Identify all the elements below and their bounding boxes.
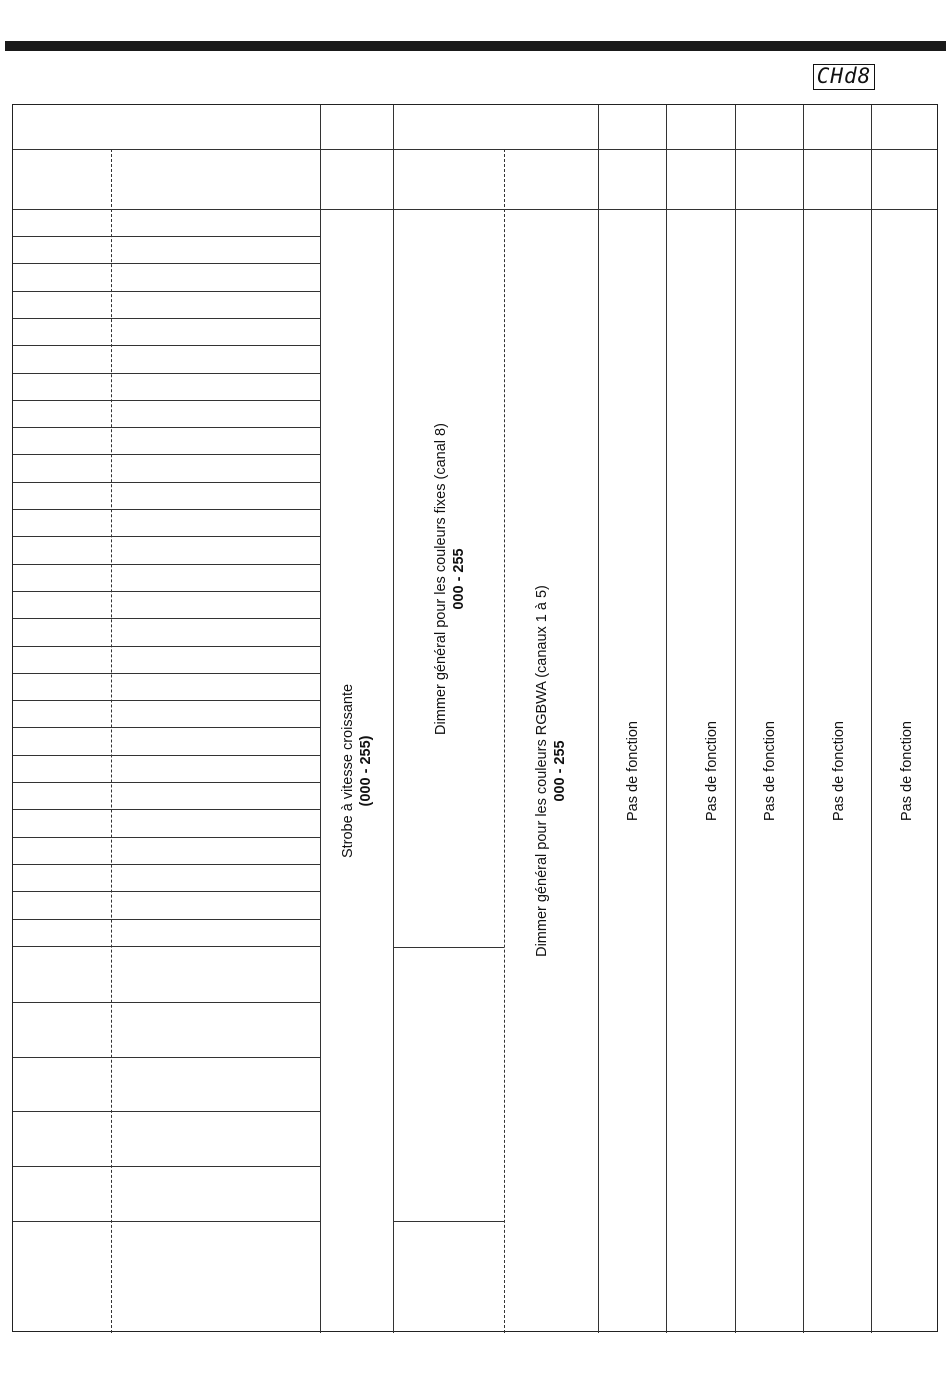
dimmer-rgbwa-range: 000 - 255 bbox=[552, 740, 568, 802]
column-divider bbox=[320, 105, 321, 1333]
no-function-cell: Pas de fonction bbox=[899, 721, 915, 821]
row-line bbox=[13, 809, 320, 810]
strobe-text: Strobe à vitesse croissante bbox=[340, 683, 356, 859]
row-line bbox=[13, 891, 320, 892]
row-line bbox=[13, 536, 320, 537]
dimmer-rgbwa-text: Dimmer général pour les couleurs RGBWA (canaux 1 à 5) bbox=[534, 585, 550, 957]
row-line bbox=[13, 591, 320, 592]
row-line bbox=[13, 864, 320, 865]
dimmer-fixed-cell bbox=[432, 423, 468, 735]
row-line bbox=[13, 1166, 320, 1167]
dimmer-fixed-text: Dimmer général pour les couleurs fixes (canal 8) bbox=[433, 423, 449, 735]
no-function-cell: Pas de fonction bbox=[831, 721, 847, 821]
strobe-cell bbox=[339, 684, 375, 858]
row-line bbox=[13, 700, 320, 701]
column-divider bbox=[735, 105, 736, 1333]
row-line bbox=[13, 1057, 320, 1058]
column-divider bbox=[871, 105, 872, 1333]
row-line bbox=[13, 454, 320, 455]
column-divider bbox=[598, 105, 599, 1333]
row-line bbox=[13, 564, 320, 565]
no-function-cell: Pas de fonction bbox=[762, 721, 778, 821]
lcd-display-indicator: CHd8 bbox=[813, 64, 875, 90]
row-line bbox=[13, 236, 320, 237]
segment-line bbox=[393, 1221, 504, 1222]
dashed-divider bbox=[111, 149, 112, 1333]
no-function-cell: Pas de fonction bbox=[625, 721, 641, 821]
row-line bbox=[13, 1111, 320, 1112]
row-line bbox=[13, 345, 320, 346]
row-line bbox=[13, 263, 320, 264]
row-line bbox=[13, 946, 320, 947]
strobe-range: (000 - 255) bbox=[358, 735, 374, 807]
row-line bbox=[13, 373, 320, 374]
row-line bbox=[13, 509, 320, 510]
column-divider bbox=[393, 105, 394, 1333]
row-line bbox=[13, 837, 320, 838]
row-line bbox=[13, 318, 320, 319]
row-line bbox=[13, 1221, 320, 1222]
column-divider bbox=[803, 105, 804, 1333]
row-line bbox=[13, 618, 320, 619]
dashed-divider bbox=[504, 149, 505, 1333]
row-line bbox=[13, 673, 320, 674]
dmx-channel-table bbox=[12, 104, 938, 1332]
header-bar bbox=[5, 41, 946, 51]
dimmer-rgbwa-cell bbox=[533, 585, 569, 957]
row-line bbox=[13, 727, 320, 728]
dimmer-fixed-range: 000 - 255 bbox=[451, 548, 467, 610]
row-line bbox=[13, 919, 320, 920]
no-function-cell: Pas de fonction bbox=[704, 721, 720, 821]
column-divider bbox=[666, 105, 667, 1333]
row-line bbox=[13, 427, 320, 428]
header-row-line bbox=[13, 209, 937, 210]
segment-line bbox=[393, 947, 504, 948]
row-line bbox=[13, 782, 320, 783]
row-line bbox=[13, 1002, 320, 1003]
row-line bbox=[13, 482, 320, 483]
row-line bbox=[13, 291, 320, 292]
header-row-line bbox=[13, 149, 937, 150]
row-line bbox=[13, 646, 320, 647]
row-line bbox=[13, 400, 320, 401]
row-line bbox=[13, 755, 320, 756]
